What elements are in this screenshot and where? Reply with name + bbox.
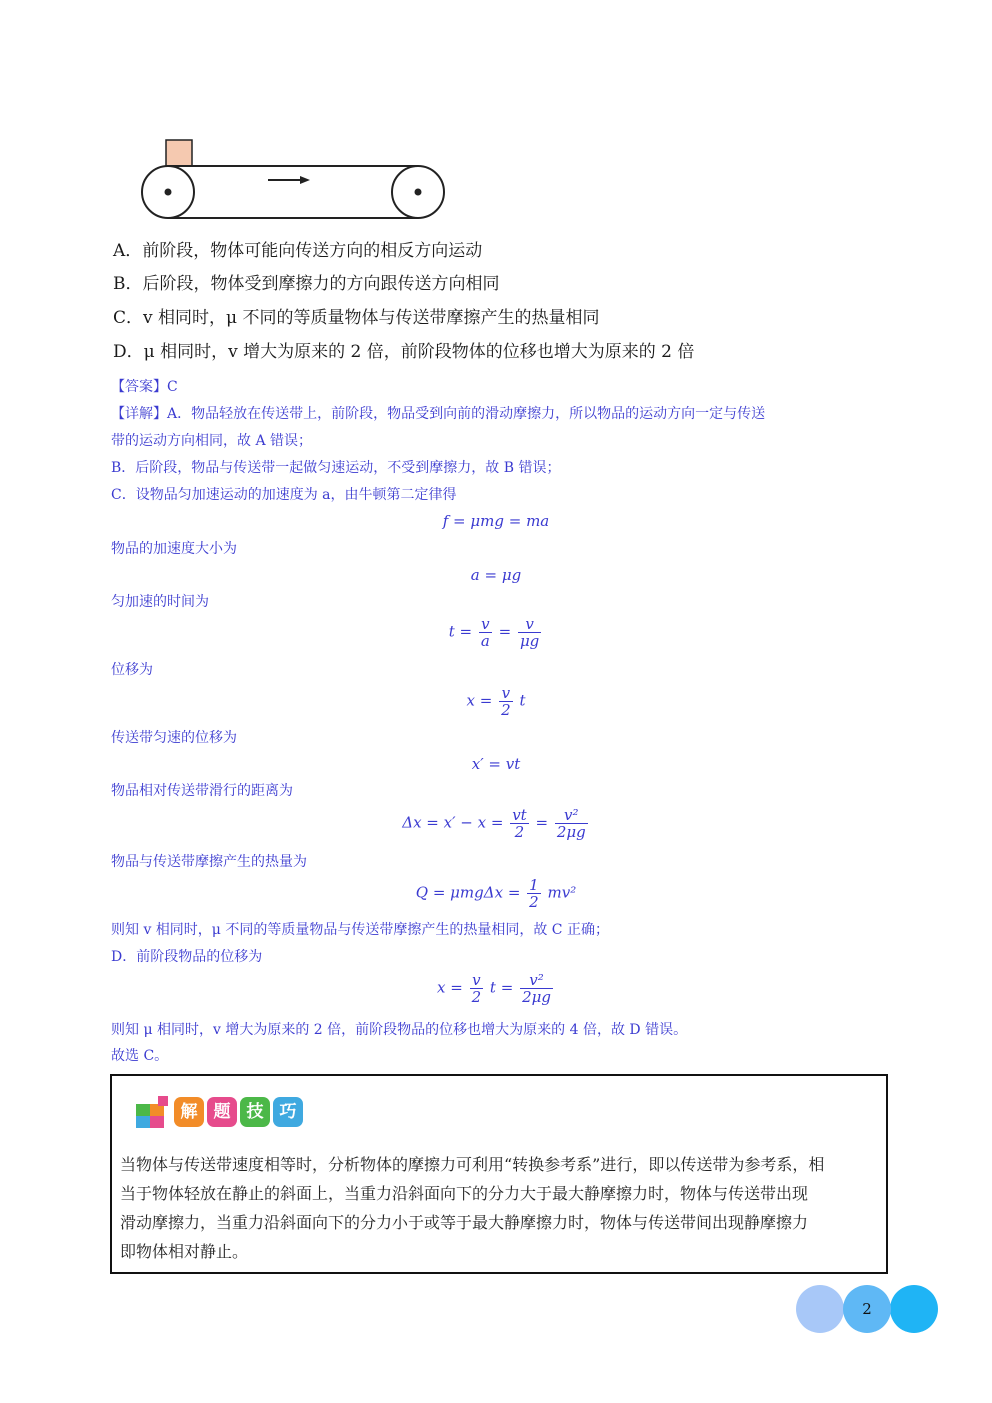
- eq3-fraction-1: [479, 616, 492, 649]
- text-belt-displacement: 传送带匀速的位移为: [111, 730, 237, 746]
- eq6-f2-den: 2μg: [556, 823, 586, 841]
- eq7-lhs: Q = μmgΔx =: [415, 883, 521, 902]
- detail-line-4: C．设物品匀加速运动的加速度为 a，由牛顿第二定律得: [111, 487, 457, 503]
- eq8-f2-den: 2μg: [522, 988, 551, 1006]
- eq3-mid: =: [498, 622, 512, 641]
- block: [166, 140, 192, 166]
- eq3-f2-num: v: [518, 616, 541, 633]
- detail-line-3: B．后阶段，物品与传送带一起做匀速运动，不受到摩擦力，故 B 错误；: [111, 460, 561, 476]
- arrow-head-icon: [300, 176, 310, 184]
- left-axle: [165, 189, 172, 196]
- right-axle: [415, 189, 422, 196]
- eq6-f1-num: vt: [512, 806, 527, 824]
- eq6-lhs: Δx = x′ − x =: [402, 813, 504, 832]
- eq3-f2-den: μg: [519, 632, 540, 650]
- eq8-f2-num: v²: [520, 972, 553, 989]
- detail-label: 【详解】: [111, 406, 167, 422]
- badge-char-1: 解: [174, 1097, 204, 1127]
- tip-box: [110, 1074, 888, 1274]
- badge-char-4: 巧: [273, 1097, 303, 1127]
- eq8-f1-num: v: [470, 972, 484, 989]
- eq4-num: v: [499, 685, 513, 702]
- conclusion-d: 则知 μ 相同时，v 增大为原来的 2 倍，前阶段物品的位移也增大为原来的 4 倍，故 D 错误。: [111, 1022, 688, 1038]
- puzzle-icon: [134, 1094, 174, 1130]
- eq6-fraction-1: [510, 807, 529, 840]
- eq8-lhs: x =: [437, 978, 463, 997]
- detail-line-1: [111, 404, 765, 424]
- tip-line: 即物体相对静止。: [120, 1242, 249, 1261]
- tip-line: 当物体与传送带速度相等时，分析物体的摩擦力可利用“转换参考系”进行，即以传送带为参考系，相: [120, 1155, 825, 1174]
- option-b: B．后阶段，物体受到摩擦力的方向跟传送方向相同: [113, 274, 500, 294]
- page-number: 2: [843, 1285, 891, 1333]
- equation-6: [0, 807, 992, 840]
- text-heat: 物品与传送带摩擦产生的热量为: [111, 854, 307, 870]
- equation-4: [0, 685, 992, 718]
- eq3-f1-num: v: [479, 616, 492, 633]
- eq4-fraction: [499, 685, 513, 718]
- eq8-f1-den: 2: [471, 988, 482, 1006]
- equation-1: f = μmg = ma: [442, 512, 550, 530]
- option-c: C．v 相同时，μ 不同的等质量物体与传送带摩擦产生的热量相同: [113, 308, 600, 328]
- text-acceleration: 物品的加速度大小为: [111, 541, 237, 557]
- equation-8: [0, 972, 992, 1005]
- text-d-displacement: D．前阶段物品的位移为: [111, 949, 263, 965]
- eq3-fraction-2: [518, 616, 541, 649]
- eq4-rhs: t: [519, 691, 526, 710]
- equation-2: a = μg: [470, 566, 522, 584]
- text-relative-distance: 物品相对传送带滑行的距离为: [111, 783, 293, 799]
- text-displacement: 位移为: [111, 662, 153, 678]
- badge-char-3: 技: [240, 1097, 270, 1127]
- eq7-rhs: mv²: [547, 883, 577, 902]
- eq8-fraction-1: [470, 972, 484, 1005]
- eq7-den: 2: [529, 893, 539, 911]
- tip-line: 当于物体轻放在静止的斜面上，当重力沿斜面向下的分力大于最大静摩擦力时，物体与传送带出现: [120, 1184, 809, 1203]
- tip-line: 滑动摩擦力，当重力沿斜面向下的分力小于或等于最大静摩擦力时，物体与传送带间出现静摩擦力: [120, 1213, 809, 1232]
- eq3-lhs: t =: [448, 622, 473, 641]
- decor-circle-right: [890, 1285, 938, 1333]
- decor-circle-left: [796, 1285, 844, 1333]
- eq8-fraction-2: [520, 972, 553, 1005]
- option-d: D．μ 相同时，v 增大为原来的 2 倍，前阶段物体的位移也增大为原来的 2 倍: [113, 342, 695, 362]
- eq4-lhs: x =: [466, 691, 493, 710]
- eq6-f2-num: v²: [555, 807, 588, 824]
- detail-line-2: 带的运动方向相同，故 A 错误；: [111, 433, 313, 449]
- badge-char-2: 题: [207, 1097, 237, 1127]
- equation-3: [0, 616, 992, 649]
- eq3-f1-den: a: [480, 632, 490, 650]
- eq6-f1-den: 2: [514, 823, 525, 841]
- conclusion-c: 则知 v 相同时，μ 不同的等质量物品与传送带摩擦产生的热量相同，故 C 正确；: [111, 922, 609, 938]
- detail-text: A．物品轻放在传送带上，前阶段，物品受到向前的滑动摩擦力，所以物品的运动方向一定与传送: [167, 406, 766, 422]
- conveyor-belt-diagram: [138, 136, 450, 224]
- eq7-num: 1: [529, 876, 539, 894]
- option-a: A．前阶段，物体可能向传送方向的相反方向运动: [113, 241, 483, 261]
- text-time: 匀加速的时间为: [111, 594, 209, 610]
- eq8-mid: t =: [489, 978, 514, 997]
- final-choice: 故选 C。: [111, 1048, 169, 1064]
- eq6-fraction-2: [555, 807, 588, 840]
- eq6-mid: =: [535, 813, 549, 832]
- answer: 【答案】C: [111, 379, 178, 395]
- equation-5: x′ = vt: [471, 755, 521, 773]
- equation-7: [0, 877, 992, 910]
- eq4-den: 2: [501, 701, 511, 719]
- tip-badge: [134, 1094, 306, 1130]
- eq7-fraction: [527, 877, 541, 910]
- tip-text: [120, 1150, 880, 1266]
